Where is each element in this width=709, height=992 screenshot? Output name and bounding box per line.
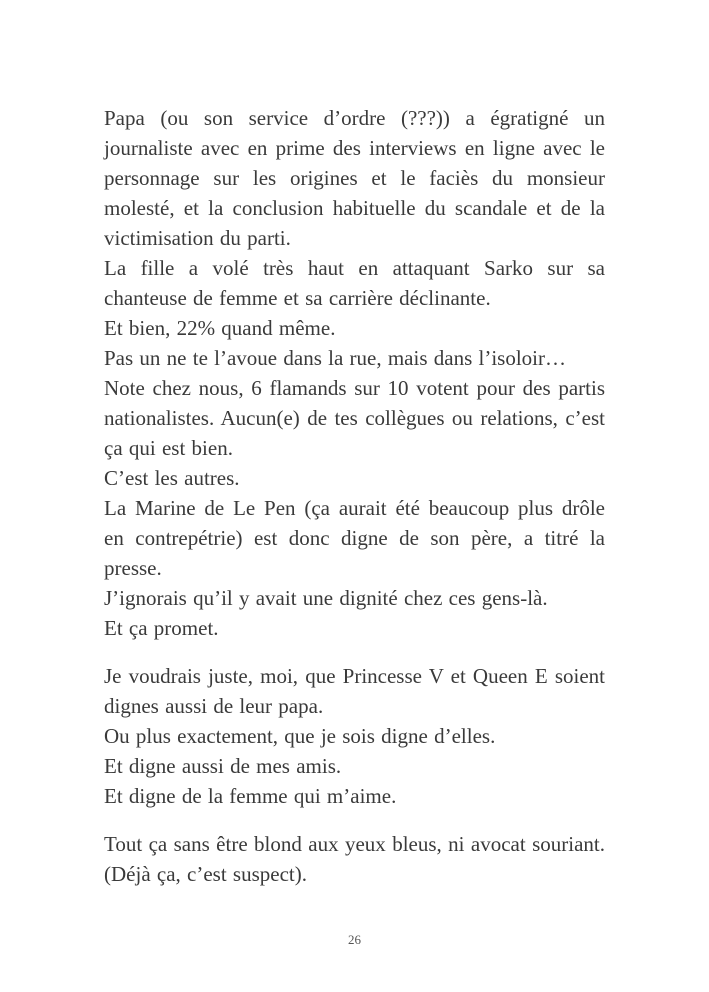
paragraph: Papa (ou son service d’ordre (???)) a égratigné un journaliste avec en prime des interviews en ligne avec le personnage sur les origines et le faciès du monsieur molesté, et la conclusion habituelle du scandale et de la victimisation du parti. <box>104 106 605 250</box>
paragraph: Et digne de la femme qui m’aime. <box>104 784 397 808</box>
paragraph: La fille a volé très haut en attaquant Sarko sur sa chanteuse de femme et sa carrière déclinante. <box>104 256 605 310</box>
paragraph: La Marine de Le Pen (ça aurait été beaucoup plus drôle en contrepétrie) est donc digne de son père, a titré la presse. <box>104 496 605 580</box>
paragraph: Et bien, 22% quand même. <box>104 316 336 340</box>
page-number: 26 <box>348 932 361 947</box>
text-block <box>104 103 605 889</box>
paragraph: Note chez nous, 6 flamands sur 10 votent pour des partis nationalistes. Aucun(e) de tes collègues ou relations, c’est ça qui est bien. <box>104 376 605 460</box>
paragraph: Je voudrais juste, moi, que Princesse V et Queen E soient dignes aussi de leur papa. <box>104 664 605 718</box>
paragraph: Et digne aussi de mes amis. <box>104 754 342 778</box>
paragraph: C’est les autres. <box>104 466 240 490</box>
paragraph: Et ça promet. <box>104 616 219 640</box>
paragraph: Pas un ne te l’avoue dans la rue, mais dans l’isoloir… <box>104 346 566 370</box>
paragraph: Ou plus exactement, que je sois digne d’elles. <box>104 724 496 748</box>
paragraph: J’ignorais qu’il y avait une dignité chez ces gens-là. <box>104 586 548 610</box>
paragraph: Tout ça sans être blond aux yeux bleus, ni avocat souriant. (Déjà ça, c’est suspect). <box>104 832 605 886</box>
